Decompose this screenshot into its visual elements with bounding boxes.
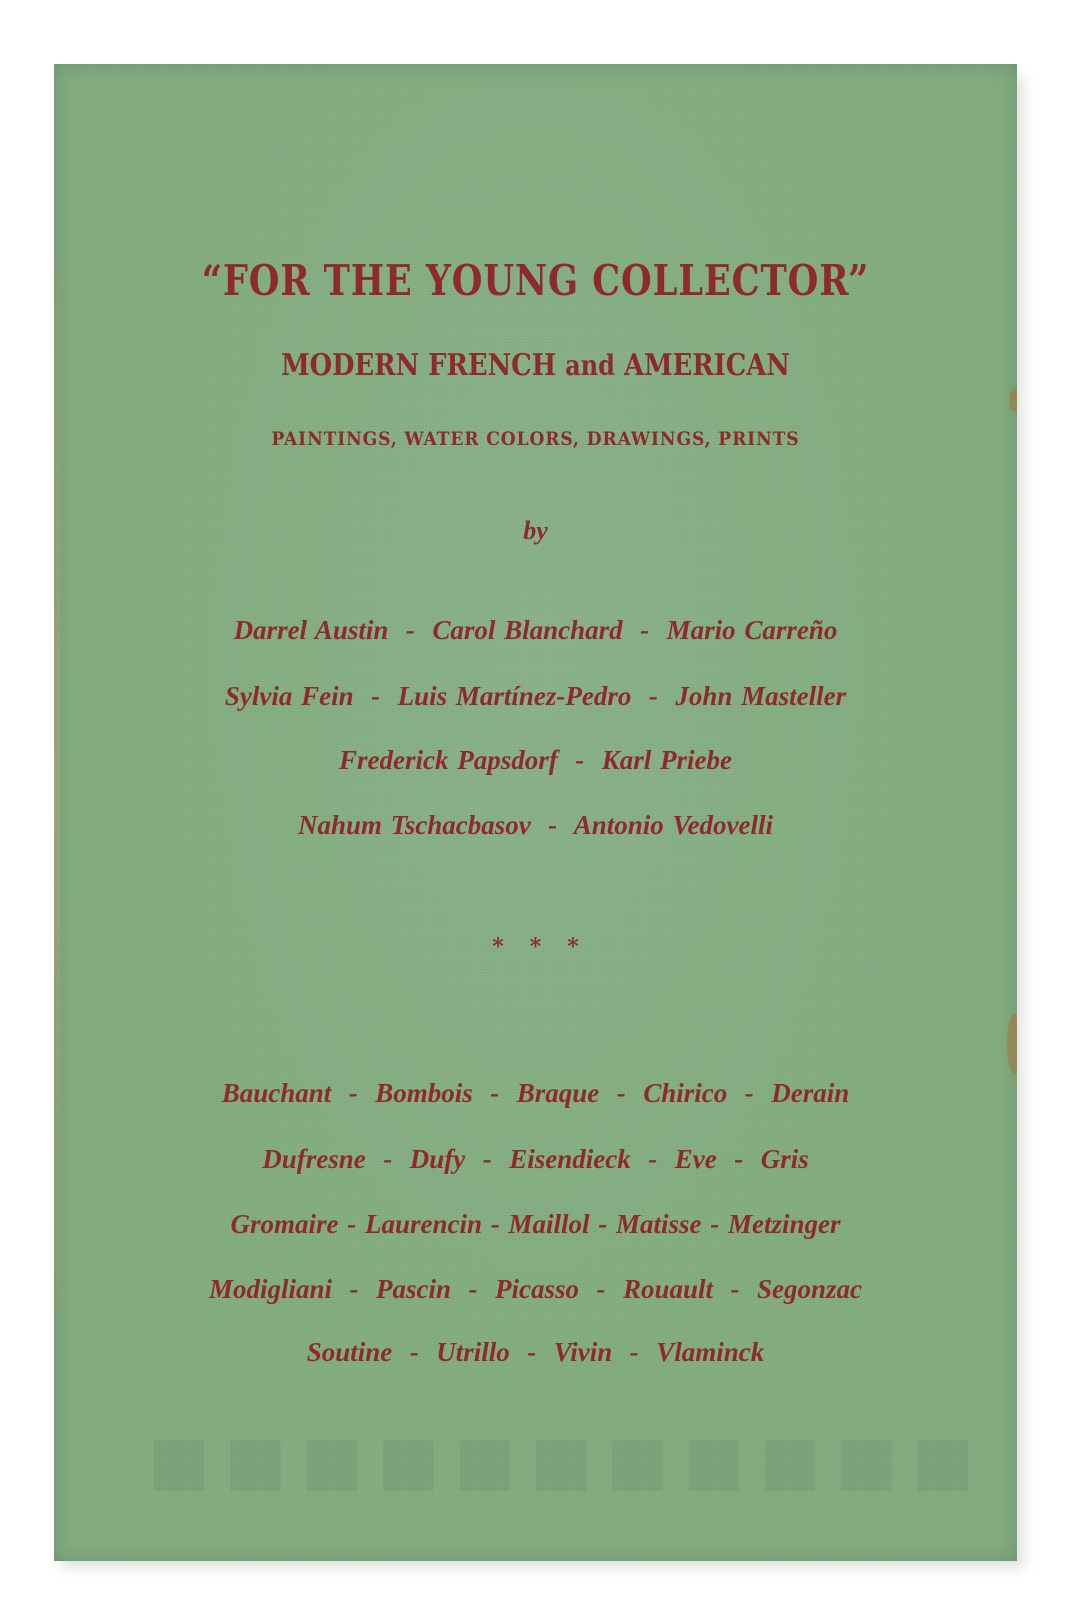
american-artists-line: Darrel Austin - Carol Blanchard - Mario Carreño — [233, 615, 838, 645]
french-artists-line: Soutine - Utrillo - Vivin - Vlaminck — [306, 1337, 765, 1367]
french-artists-line: Modigliani - Pascin - Picasso - Rouault - Segonzac — [208, 1274, 863, 1304]
subtitle-part1: MODERN FRENCH — [281, 348, 566, 383]
mediums-line: PAINTINGS, WATER COLORS, DRAWINGS, PRINTS — [271, 428, 800, 450]
american-artists-line: Frederick Papsdorf - Karl Priebe — [339, 745, 732, 775]
booklet-cover — [54, 64, 1017, 1561]
french-artists-line: Dufresne - Dufy - Eisendieck - Eve - Gris — [262, 1144, 809, 1174]
show-through-text: ■■■■■■■■■■■ — [134, 1422, 974, 1499]
edge-stain — [1009, 388, 1017, 412]
cover-subtitle — [121, 348, 949, 383]
french-artists-line: Bauchant - Bombois - Braque - Chirico - Derain — [221, 1078, 850, 1108]
french-artists-line: Gromaire - Laurencin - Maillol - Matisse - Metzinger — [230, 1209, 841, 1239]
subtitle-and: and — [565, 349, 616, 382]
subtitle-part2: AMERICAN — [615, 348, 790, 383]
american-artists-line: Sylvia Fein - Luis Martínez-Pedro - John Masteller — [224, 681, 847, 711]
american-artists-line: Nahum Tschacbasov - Antonio Vedovelli — [297, 810, 774, 840]
by-label: by — [523, 516, 548, 545]
cover-title: “FOR THE YOUNG COLLECTOR” — [201, 256, 870, 305]
asterisk-divider: *** — [492, 934, 605, 960]
edge-stain — [1007, 1014, 1017, 1074]
